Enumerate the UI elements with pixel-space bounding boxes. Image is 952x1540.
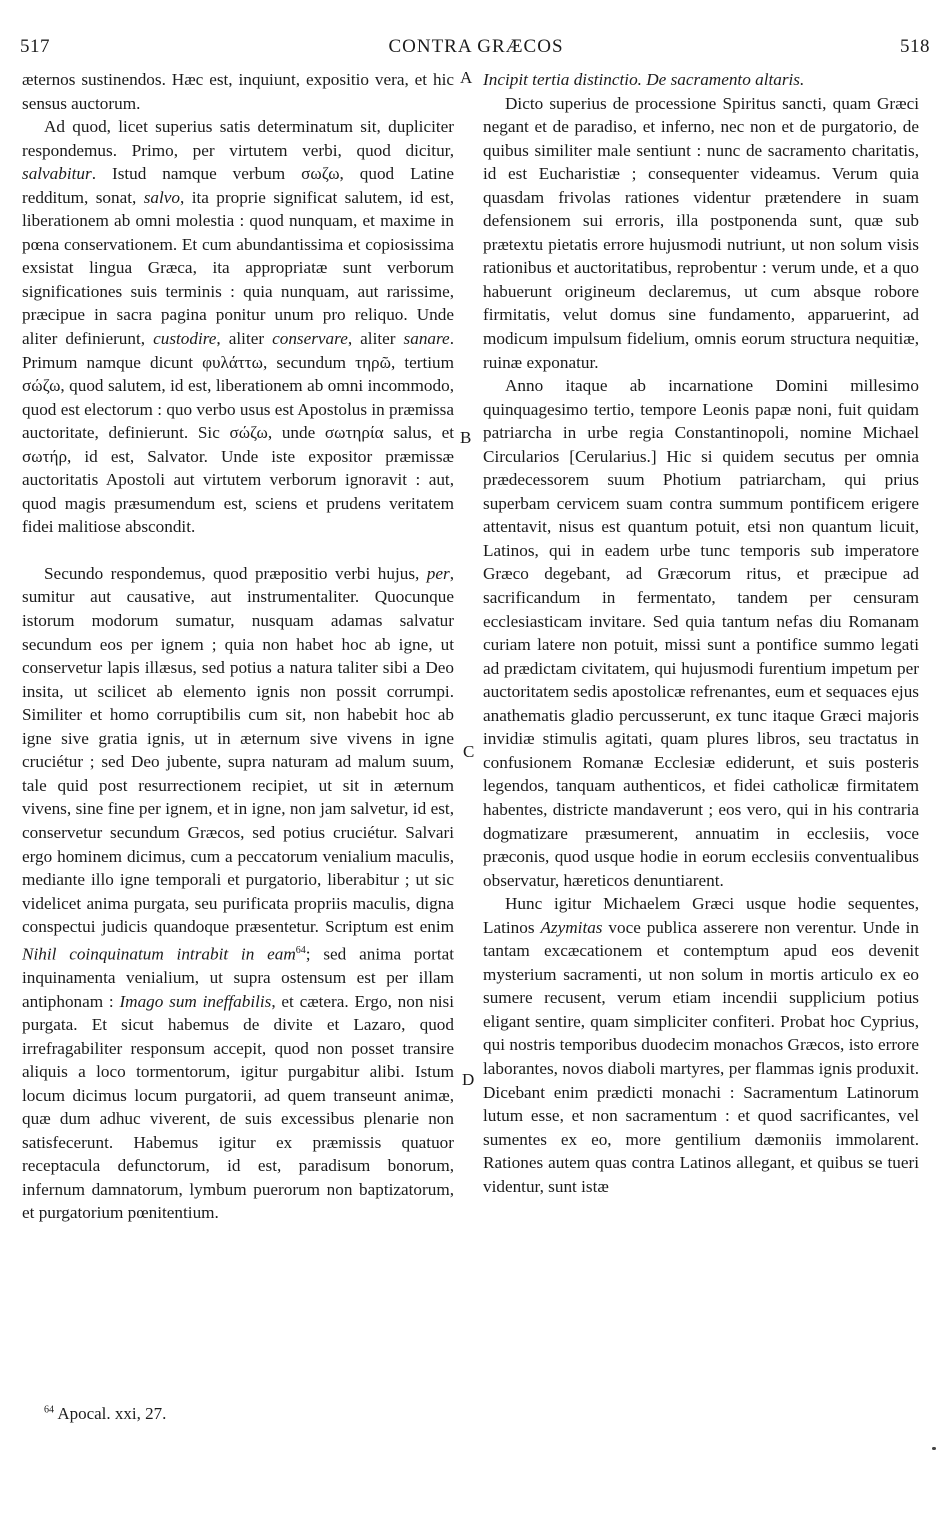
page-number-left: 517 xyxy=(20,36,50,57)
text-run: voce publica asserere non verentur. Unde in tantam excæcationem et contemptum apud eos devenit mysterium sacramenti, ut non solum in mortis articulo ex eo sumere recusent, verum etiam incendii supplicium potius eligant sentire, quam simpliciter confiteri. Probat hoc Cyprius, qui nostris temporibus duodecim monachos Græcos, isto errore laborantes, novos diaboli martyres, per flammas ignis produxit. Dicebant enim prædicti monachi : Sacramentum Latinorum lutum esse, et non sacramentum : et quod sacrificantes, vel sumentes ex eo, more gentilium dæmoniis immolarent. Rationes autem quas contra Latinos allegant, et quibus se tueri videntur, sunt istæ xyxy=(483,917,919,1196)
text-run: , aliter xyxy=(347,329,404,349)
left-paragraph-3 xyxy=(22,562,454,1225)
italic-word: conservare xyxy=(272,329,348,349)
heading-text: Incipit tertia distinctio. De sacramento altaris. xyxy=(483,70,805,89)
left-paragraph-2 xyxy=(22,115,454,539)
margin-letter-c: C xyxy=(463,742,475,761)
margin-letter-d: D xyxy=(462,1070,475,1089)
stray-mark xyxy=(932,1447,936,1450)
italic-quote: Imago sum ineffabilis xyxy=(119,991,272,1011)
running-title: CONTRA GRÆCOS xyxy=(388,36,564,57)
text-run: , et cætera. Ergo, non nisi purgata. Et sicut habemus de divite et Lazaro, quod irrefragabiliter responsum accepit, quod non posset transire aliquis a loco tormentorum, igitur purgabitur alibi. Istum locum dicimus locum purgatorii, ad quem transeunt animæ, quæ dum adhuc viverent, de suis excessibus plenarie non satisfecerunt. Habemus igitur ex præmissis quatuor receptacula defunctorum, id est, paradisum bonorum, infernum damnatorum, lymbum puerorum non baptizatorum, et purgatorium pœnitentium. xyxy=(22,991,455,1223)
text-run: . Istud namque verbum σωζω, quod Latine redditum, sonat, xyxy=(22,164,454,207)
footnote-text: Apocal. xxi, 27. xyxy=(57,1404,167,1423)
italic-word: Azymitas xyxy=(540,917,603,937)
footnote-mark: 64 xyxy=(44,1404,54,1416)
italic-word: salvo xyxy=(143,187,181,207)
section-heading xyxy=(483,68,919,92)
right-paragraph-1: Dicto superius de processione Spiritus sancti, quam Græci negant et de paradiso, et inferno, nec non et de purgatorio, de quibus similiter male sentiunt : nunc de sacramento charitatis, id est Eucharistiæ ; consequenter videamus. Verum quia quasdam frivolas rationes videntur prætendere in suam defensionem sui erroris, illa postponenda sunt, quæ sub prætextu pietatis errore hujusmodi nutriunt, ut non solum visis rationibus et auctoritatibus, reprobentur : verum unde, et a quo habuerunt origineum declaremus, ut cum absque robore firmitatis, velut domus sine fundamento, apparuerint, ad modicum impulsum fidelium, omnis eorum structura nequitiæ, ruinæ exponatur. xyxy=(483,93,919,372)
footnote-reference: 64 xyxy=(295,944,306,956)
margin-letter-a: A xyxy=(460,68,473,87)
text-run: Secundo respondemus, quod præpositio verbi hujus, xyxy=(44,563,427,583)
text-run: Hunc igitur Michaelem Græci usque hodie sequentes, Latinos xyxy=(483,894,919,937)
italic-word: salvabitur xyxy=(22,164,92,184)
text-run: , aliter xyxy=(216,329,273,349)
page-number-right: 518 xyxy=(900,36,930,57)
italic-word: per xyxy=(426,563,450,583)
margin-letter-b: B xyxy=(460,428,472,447)
right-paragraph-2: Anno itaque ab incarnatione Domini millesimo quinquagesimo tertio, tempore Leonis papæ noni, fuit quidam patriarcha in urbe regia Constantinopoli, nomine Michael Circularios [Cerularius.] Hic si quidem secutus per omnia prædecessorem suum Photium patriarcham, qui prius superbam cervicem suam contra summum pontificem erigere attentavit, nisus est quantum potuit, etsi non quantum licuit, Latinos, qui in eadem urbe tunc temporis sub imperatore Græco degebant, ad Græcorum ritus, et præcipue ad sacrificandum in fermentato, tandem per censuram ecclesiasticam invitare. Sed quia tantum nefas diu Romanam curiam latere non potuit, missi sunt a pontifice summo legati ad prædictam civitatem, qui hujusmodi furentium impetum per auctoritatem sedis apostolicæ refrenantes, eum et sequaces ejus anathematis gladio percusserunt, ex tunc itaque Græci majoris invidiæ stimulis agitati, quam plures libros, seu tractatus in confusionem Romanæ Ecclesiæ ediderunt, et suis posteris legendos, tanquam authenticos, et fidei catholicæ firmitatem habentes, districte mandaverunt ; eos vero, qui in his contraria dogmatizare præsumerent, annuatim in ecclesiis, voce præconis, quod usque hodie in eorum ecclesiis conventualibus observatur, hæreticos denuntiarent. xyxy=(483,376,919,890)
italic-word: sanare xyxy=(403,329,450,349)
text-run: , sumitur aut causative, aut instrumentaliter. Quocunque istorum modorum sumatur, nusquam adamas salvatur secundum eos per ignem ; quia non habet hoc ab igne, ut conservetur lapis illæsus, sed potius a natura taliter sibi a Deo insita, ut scilicet ab elemento ignis non possit corrumpi. Similiter et homo corruptibilis cum sit, non habebit hoc ab igne sive gratia ignis, ut in æternum sive vivens in igne cruciétur ; sed Deo jubente, supra naturam ad malum suum, tale quid post resurrectionem recipiet, ut sit in æternum vivens, sine fine per ignem, et in igne, non jam salvetur, id est, conservetur secundum Græcos, sed potius cruciétur. Salvari ergo hominem dicimus, cum a peccatorum venialium maculis, mediante illo igne temporali et purgatorio, liberabitur ; ut sic videlicet anima purgata, seu purificata propriis maculis, digna conspectui judicis quandoque præsentetur. Scriptum est enim xyxy=(22,563,454,937)
text-run: . Primum namque dicunt φυλάττω, secundum τηρῶ, tertium σώζω, quod salutem, id est, liberationem ab omni incommodo, quod est electorum : quo verbo usus est Apostolus in præmissa auctoritate, definierunt. Sic σώζω, unde σωτηρία salus, et σωτήρ, id est, Salvator. Unde iste expositor præmissæ auctoritatis Apostoli aut virtutem verborum ignoravit : aut, quod magis præsumendum est, sciens et prudens veritatem fidei malitiose abscondit. xyxy=(22,329,454,537)
right-column xyxy=(483,68,919,1198)
text-run: Ad quod, licet superius satis determinatum sit, dupliciter respondemus. Primo, per virtutem verbi, quod dicitur, xyxy=(22,117,454,160)
italic-word: custodire xyxy=(153,329,217,349)
right-paragraph-3 xyxy=(483,892,919,1198)
left-paragraph-1: æternos sustinendos. Hæc est, inquiunt, expositio vera, et hic sensus auctorum. xyxy=(22,70,454,113)
italic-quote: Nihil coinquinatum intrabit in eam xyxy=(22,944,296,964)
left-column xyxy=(22,68,454,1225)
text-run: ; sed anima portat inquinamenta venialium, ut supra ostensum est per illam antiphonam : xyxy=(22,944,454,1011)
text-run: , ita proprie significat salutem, id est, liberationem ab omni molestia : quod nunquam, et maxime in pœna conservationem. Et cum abundantissima et copiosissima exsistat lingua Græca, ita appropriatæ sunt verborum significationes suis terminis : quia nunquam, aut rarissime, præcipue in sacra pagina ponitur unum pro reliquo. Unde aliter definierunt, xyxy=(22,187,454,349)
footnote xyxy=(44,1404,166,1424)
